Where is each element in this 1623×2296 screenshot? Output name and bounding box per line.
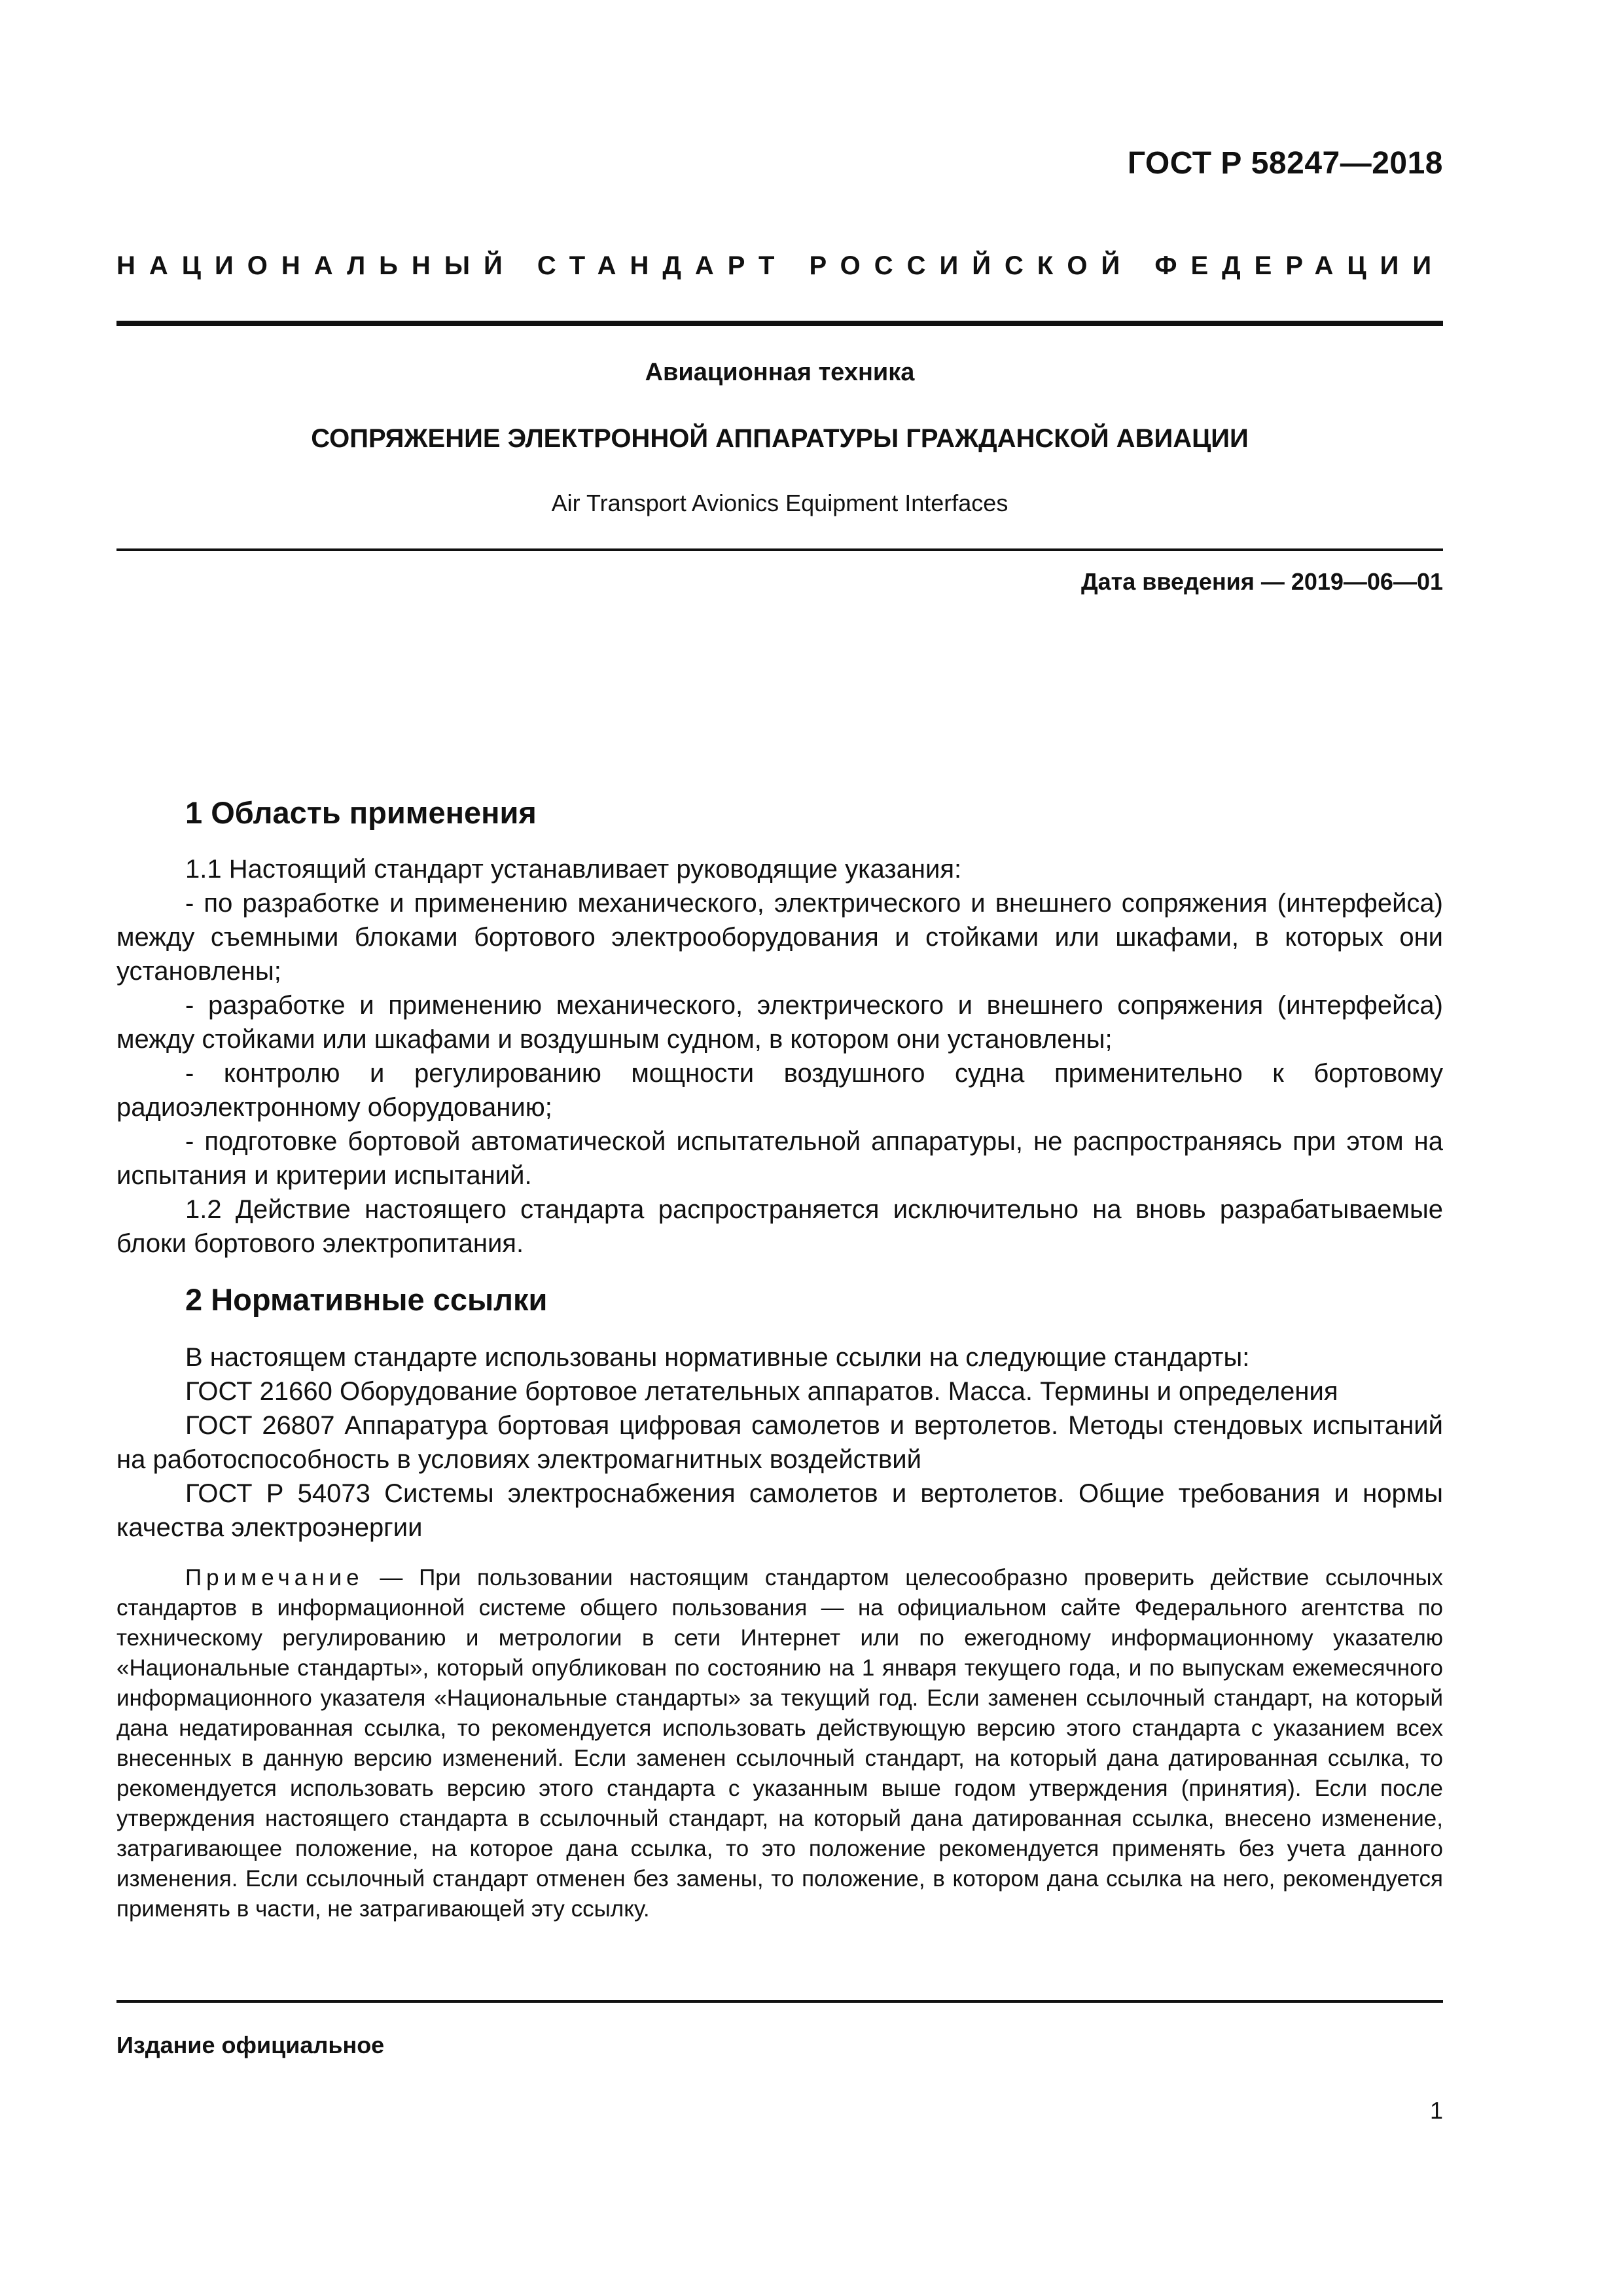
document-title-en: Air Transport Avionics Equipment Interfaces [551,490,1008,516]
section-2-body [116,1340,1443,1545]
reference-item: ГОСТ Р 54073 Системы электроснабжения самолетов и вертолетов. Общие требования и нормы качества электроэнергии [116,1479,1443,1542]
document-title-ru: СОПРЯЖЕНИЕ ЭЛЕКТРОННОЙ АППАРАТУРЫ ГРАЖДАНСКОЙ АВИАЦИИ [311,424,1249,453]
list-item: - разработке и применению механического, электрического и внешнего сопряжения (интерфейса) между стойками или шкафами и воздушным судном, в котором они установлены; [116,991,1443,1054]
introduction-date: Дата введения — 2019—06—01 [1080,568,1443,595]
list-item: - подготовке бортовой автоматической испытательной аппаратуры, не распространяясь при этом на испытания и критерии испытаний. [116,1127,1443,1190]
paragraph: 1.1 Настоящий стандарт устанавливает руководящие указания: [185,855,962,884]
page-number: 1 [1429,2097,1443,2124]
note-paragraph [116,1563,1443,1924]
list-item: - контролю и регулированию мощности воздушного судна применительно к бортовому радиоэлектронному оборудованию; [116,1059,1443,1122]
gost-number: ГОСТ Р 58247—2018 [1127,146,1443,181]
note [116,1563,1443,1924]
edition-label: Издание официальное [116,2032,385,2058]
paragraph: В настоящем стандарте использованы нормативные ссылки на следующие стандарты: [185,1343,1250,1372]
note-text: — При пользовании настоящим стандартом целесообразно проверить действие ссылочных стандартов в информационной системе общего пользования — на официальном сайте Федерального агентства по техническому регулированию и метрологии в сети Интернет или по ежегодному информационному указателю «Национальные стандарты», который опубликован по состоянию на 1 января текущего года, и по выпускам ежемесячного информационного указателя «Национальные стандарты» за текущий год. Если заменен ссылочный стандарт, на который дана недатированная ссылка, то рекомендуется использовать действующую версию этого стандарта с указанием всех внесенных в данную версию изменений. Если заменен ссылочный стандарт, на который дана датированная ссылка, то рекомендуется использовать версию этого стандарта с указанным выше годом утверждения (принятия). Если после утверждения настоящего стандарта в ссылочный стандарт, на который дана датированная ссылка, внесено изменение, затрагивающее положение, на которое дана ссылка, то это положение рекомендуется применять без учета данного изменения. Если ссылочный стандарт отменен без замены, то положение, в котором дана ссылка на него, рекомендуется применять в части, не затрагивающей эту ссылку. [116,1565,1443,1922]
section-1-heading: 1 Область применения [185,795,537,830]
national-standard-banner: НАЦИОНАЛЬНЫЙ СТАНДАРТ РОССИЙСКОЙ ФЕДЕРАЦИИ [116,251,1446,280]
header-divider [116,321,1443,326]
list-item: - по разработке и применению механического, электрического и внешнего сопряжения (интерфейса) между съемными блоками бортового электрооборудования и стойками или шкафами, в которых они установлены; [116,889,1443,986]
footer-divider [116,2000,1443,2003]
section-2-heading: 2 Нормативные ссылки [185,1282,548,1317]
section-1-body [116,852,1443,1261]
title-divider [116,548,1443,551]
paragraph: 1.2 Действие настоящего стандарта распространяется исключительно на вновь разрабатываемые блоки бортового электропитания. [116,1195,1443,1258]
reference-item: ГОСТ 21660 Оборудование бортовое летательных аппаратов. Масса. Термины и определения [185,1377,1338,1406]
subject-heading: Авиационная техника [645,359,915,386]
reference-item: ГОСТ 26807 Аппаратура бортовая цифровая самолетов и вертолетов. Методы стендовых испытаний на работоспособность в условиях электромагнитных воздействий [116,1411,1443,1474]
note-label: Примечание [185,1565,364,1590]
